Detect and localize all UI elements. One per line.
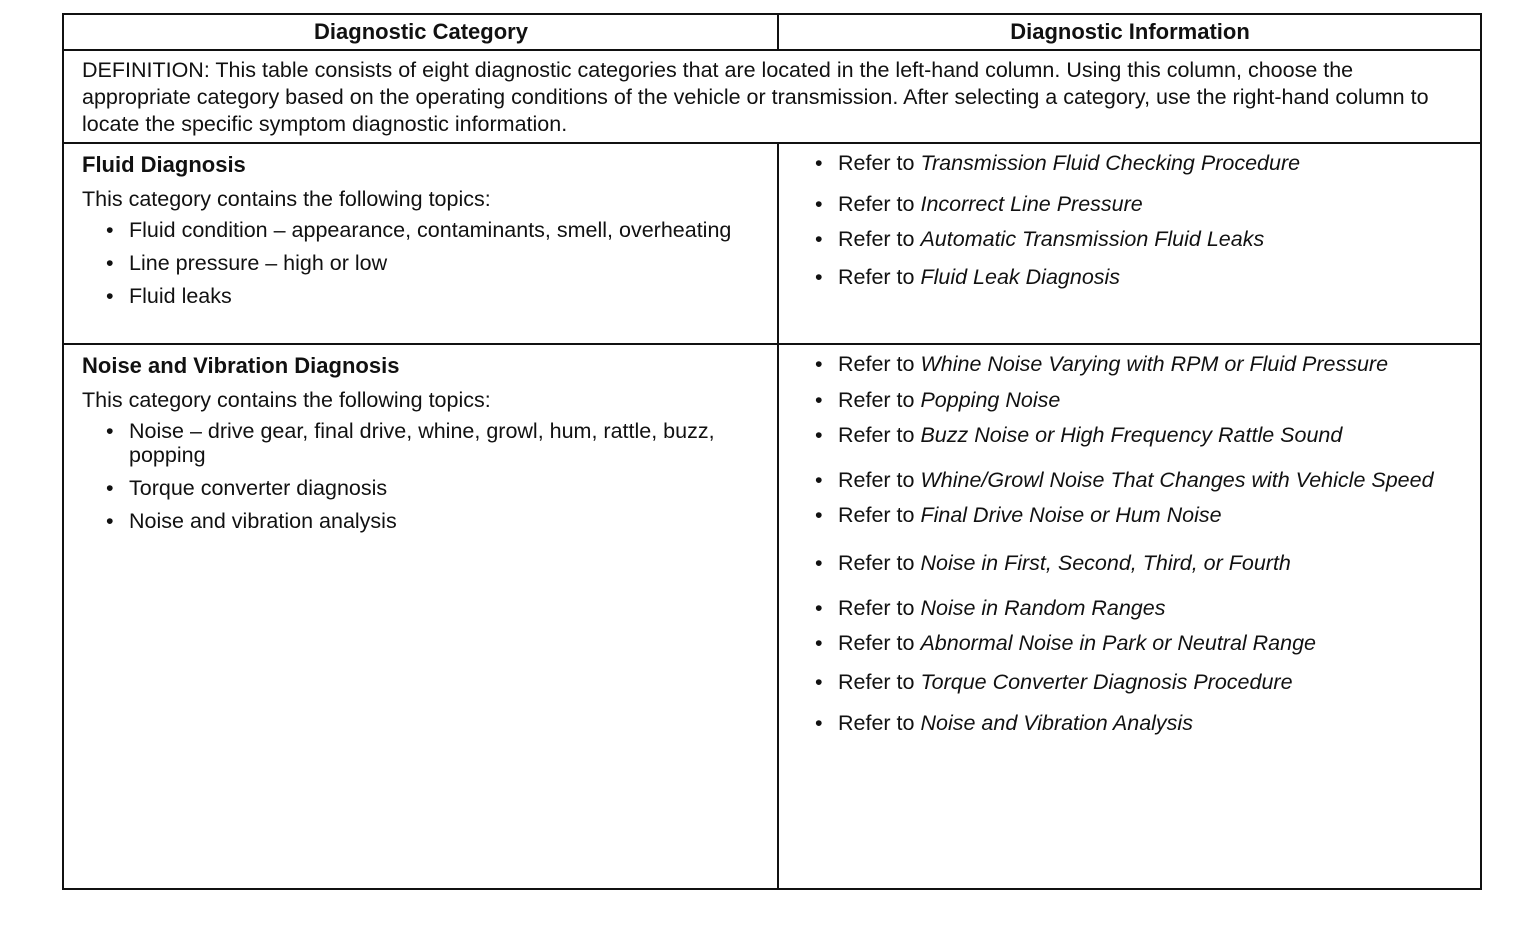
reference-item (815, 351, 1466, 378)
reference-link[interactable]: Noise in First, Second, Third, or Fourth (920, 551, 1291, 575)
reference-item (815, 630, 1466, 657)
reference-link[interactable]: Whine Noise Varying with RPM or Fluid Pressure (920, 352, 1389, 376)
reference-link[interactable]: Noise in Random Ranges (920, 596, 1166, 620)
refer-prefix: Refer to (838, 468, 915, 492)
table-row-fluid-diagnosis (64, 144, 1480, 345)
topic-item: • Fluid condition – appearance, contaminants, smell, overheating (106, 218, 759, 242)
reference-list (815, 150, 1466, 291)
refer-prefix: Refer to (838, 265, 915, 289)
reference-link[interactable]: Noise and Vibration Analysis (920, 711, 1193, 735)
category-intro: This category contains the following topics: (82, 187, 491, 211)
refer-prefix: Refer to (838, 352, 915, 376)
topic-item: • Noise and vibration analysis (106, 509, 759, 533)
reference-link[interactable]: Buzz Noise or High Frequency Rattle Sound (920, 423, 1343, 447)
diagnostic-table (62, 13, 1482, 890)
category-cell-fluid (64, 144, 777, 343)
refer-prefix: Refer to (838, 423, 915, 447)
refer-prefix: Refer to (838, 227, 915, 251)
refer-prefix: Refer to (838, 192, 915, 216)
reference-item (815, 226, 1466, 253)
reference-link[interactable]: Fluid Leak Diagnosis (920, 265, 1121, 289)
reference-item (815, 264, 1466, 291)
reference-item (815, 150, 1466, 177)
refer-prefix: Refer to (838, 711, 915, 735)
definition-text: DEFINITION: This table consists of eight diagnostic categories that are located in the left-hand column. Using this column, choose the appropriate category based on the operating conditions of the vehicle or transmission. After selecting a category, use the right-hand column to locate the specific symptom diagnostic information. (82, 58, 1429, 136)
reference-link[interactable]: Whine/Growl Noise That Changes with Vehicle Speed (920, 468, 1434, 492)
reference-link[interactable]: Abnormal Noise in Park or Neutral Range (920, 631, 1317, 655)
refer-prefix: Refer to (838, 631, 915, 655)
reference-link[interactable]: Incorrect Line Pressure (920, 192, 1143, 216)
refer-prefix: Refer to (838, 551, 915, 575)
information-cell-fluid (779, 144, 1480, 343)
column-divider (777, 15, 779, 49)
refer-prefix: Refer to (838, 151, 915, 175)
category-cell-noise (64, 345, 777, 888)
topic-item: • Line pressure – high or low (106, 251, 759, 275)
topic-list (82, 218, 759, 308)
category-title: Noise and Vibration Diagnosis (82, 353, 400, 378)
refer-prefix: Refer to (838, 388, 915, 412)
reference-item (815, 669, 1466, 696)
reference-item (815, 467, 1466, 494)
reference-item (815, 710, 1466, 737)
information-cell-noise (779, 345, 1480, 888)
reference-link[interactable]: Torque Converter Diagnosis Procedure (920, 670, 1293, 694)
header-diagnostic-category: Diagnostic Category (314, 19, 528, 44)
category-intro: This category contains the following topics: (82, 388, 491, 412)
reference-item (815, 502, 1466, 529)
reference-item (815, 387, 1466, 414)
definition-row (64, 51, 1480, 144)
reference-link[interactable]: Transmission Fluid Checking Procedure (920, 151, 1301, 175)
table-row-noise-vibration-diagnosis (64, 345, 1480, 888)
table-header-row (64, 15, 1480, 51)
reference-link[interactable]: Popping Noise (920, 388, 1061, 412)
topic-item: • Torque converter diagnosis (106, 476, 759, 500)
reference-link[interactable]: Final Drive Noise or Hum Noise (920, 503, 1222, 527)
reference-item (815, 422, 1466, 449)
reference-item (815, 595, 1466, 622)
reference-item (815, 191, 1466, 218)
topic-list (82, 419, 759, 533)
category-title: Fluid Diagnosis (82, 152, 246, 177)
topic-item: • Noise – drive gear, final drive, whine, growl, hum, rattle, buzz, popping (106, 419, 759, 467)
reference-link[interactable]: Automatic Transmission Fluid Leaks (920, 227, 1265, 251)
refer-prefix: Refer to (838, 503, 915, 527)
header-diagnostic-information: Diagnostic Information (1010, 19, 1250, 44)
topic-item: • Fluid leaks (106, 284, 759, 308)
refer-prefix: Refer to (838, 670, 915, 694)
refer-prefix: Refer to (838, 596, 915, 620)
reference-list (815, 351, 1466, 737)
reference-item (815, 550, 1466, 577)
